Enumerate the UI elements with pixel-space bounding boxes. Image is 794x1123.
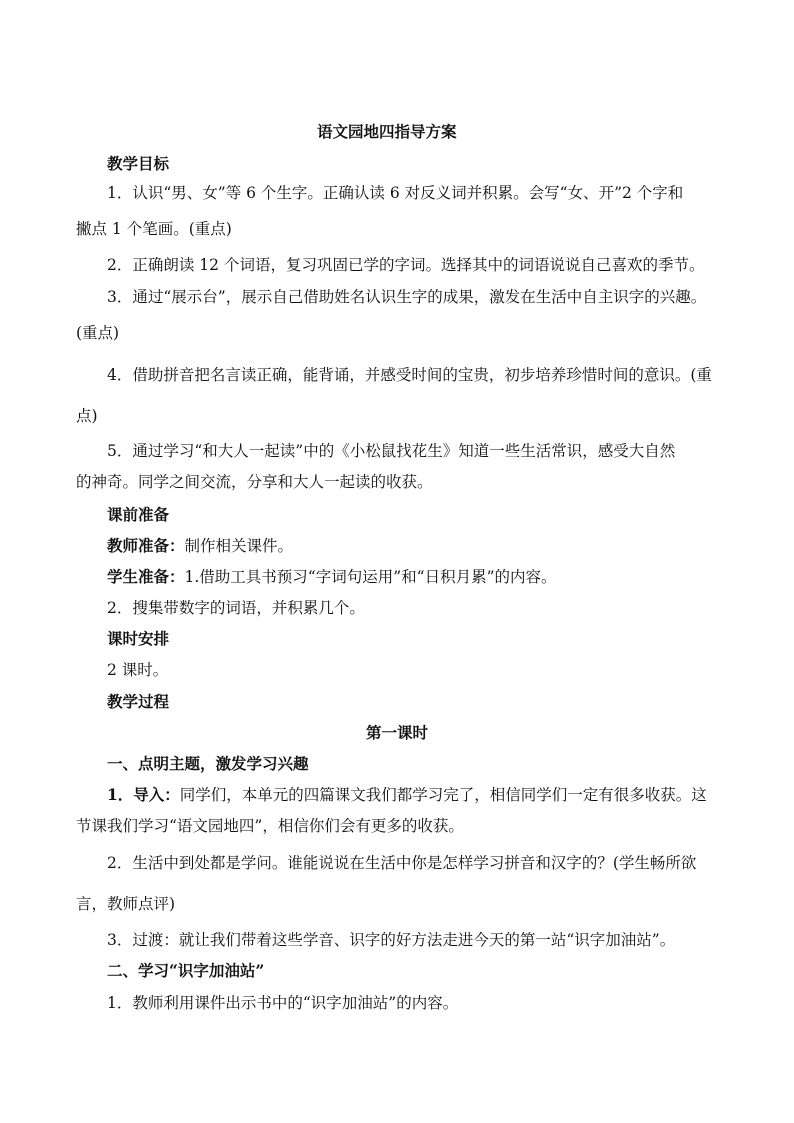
objective-4-line-2: 点) (76, 407, 98, 425)
student-preparation-label: 学生准备： (107, 567, 185, 586)
objective-4-line-1: 4．借助拼音把名言读正确，能背诵，并感受时间的宝贵，初步培养珍惜时间的意识。(重 (107, 366, 712, 384)
objective-5-line-1: 5．通过学习“和大人一起读”中的《小松鼠找花生》知道一些生活常识，感受大自然 (107, 442, 676, 460)
teacher-preparation-text: 制作相关课件。 (184, 537, 294, 555)
objective-1-line-1: 1．认识“男、女”等 6 个生字。正确认读 6 对反义词并积累。会写“女、开”2 个字和 (107, 184, 684, 202)
student-preparation-2: 2．搜集带数字的词语，并积累几个。 (107, 599, 365, 617)
section-2-item-1: 1．教师利用课件出示书中的“识字加油站”的内容。 (107, 994, 459, 1012)
document-title: 语文园地四指导方案 (317, 122, 457, 141)
section-1-item-1-line-1 (107, 785, 707, 805)
teacher-preparation-label: 教师准备： (107, 536, 185, 555)
section-1-item-3: 3．过渡：就让我们带着这些学音、识字的好方法走进今天的第一站“识字加油站”。 (107, 931, 676, 949)
section-1-item-1-label: 1．导入： (107, 785, 180, 804)
section-1-item-1-line-2: 节课我们学习“语文园地四”，相信你们会有更多的收获。 (76, 817, 464, 835)
objective-3-line-2: (重点) (76, 324, 120, 342)
objective-2: 2．正确朗读 12 个词语，复习巩固已学的字词。选择其中的词语说说自己喜欢的季节。 (107, 256, 705, 274)
schedule-heading: 课时安排 (107, 629, 170, 648)
preparation-heading: 课前准备 (107, 505, 170, 524)
lesson-1-heading: 第一课时 (366, 723, 429, 742)
student-preparation (107, 567, 557, 587)
section-1-heading: 一、点明主题，激发学习兴趣 (107, 754, 309, 773)
objective-1-line-2: 撇点 1 个笔画。(重点) (76, 220, 232, 238)
section-1-item-2-line-2: 言，教师点评) (76, 895, 176, 913)
section-1-item-2-line-1: 2．生活中到处都是学问。谁能说说在生活中你是怎样学习拼音和汉字的？(学生畅所欲 (107, 854, 697, 872)
objective-3-line-1: 3．通过“展示台”，展示自己借助姓名认识生字的成果，激发在生活中自主识字的兴趣。 (107, 288, 707, 306)
objectives-heading: 教学目标 (107, 154, 170, 173)
student-preparation-text: 1.借助工具书预习“字词句运用”和“日积月累”的内容。 (184, 568, 557, 586)
teacher-preparation (107, 536, 293, 556)
section-2-heading: 二、学习“识字加油站” (107, 961, 265, 980)
process-heading: 教学过程 (107, 692, 170, 711)
section-1-item-1-text: 同学们，本单元的四篇课文我们都学习完了，相信同学们一定有很多收获。这 (179, 786, 707, 804)
schedule-text: 2 课时。 (107, 661, 169, 679)
objective-5-line-2: 的神奇。同学之间交流，分享和大人一起读的收获。 (76, 473, 433, 491)
